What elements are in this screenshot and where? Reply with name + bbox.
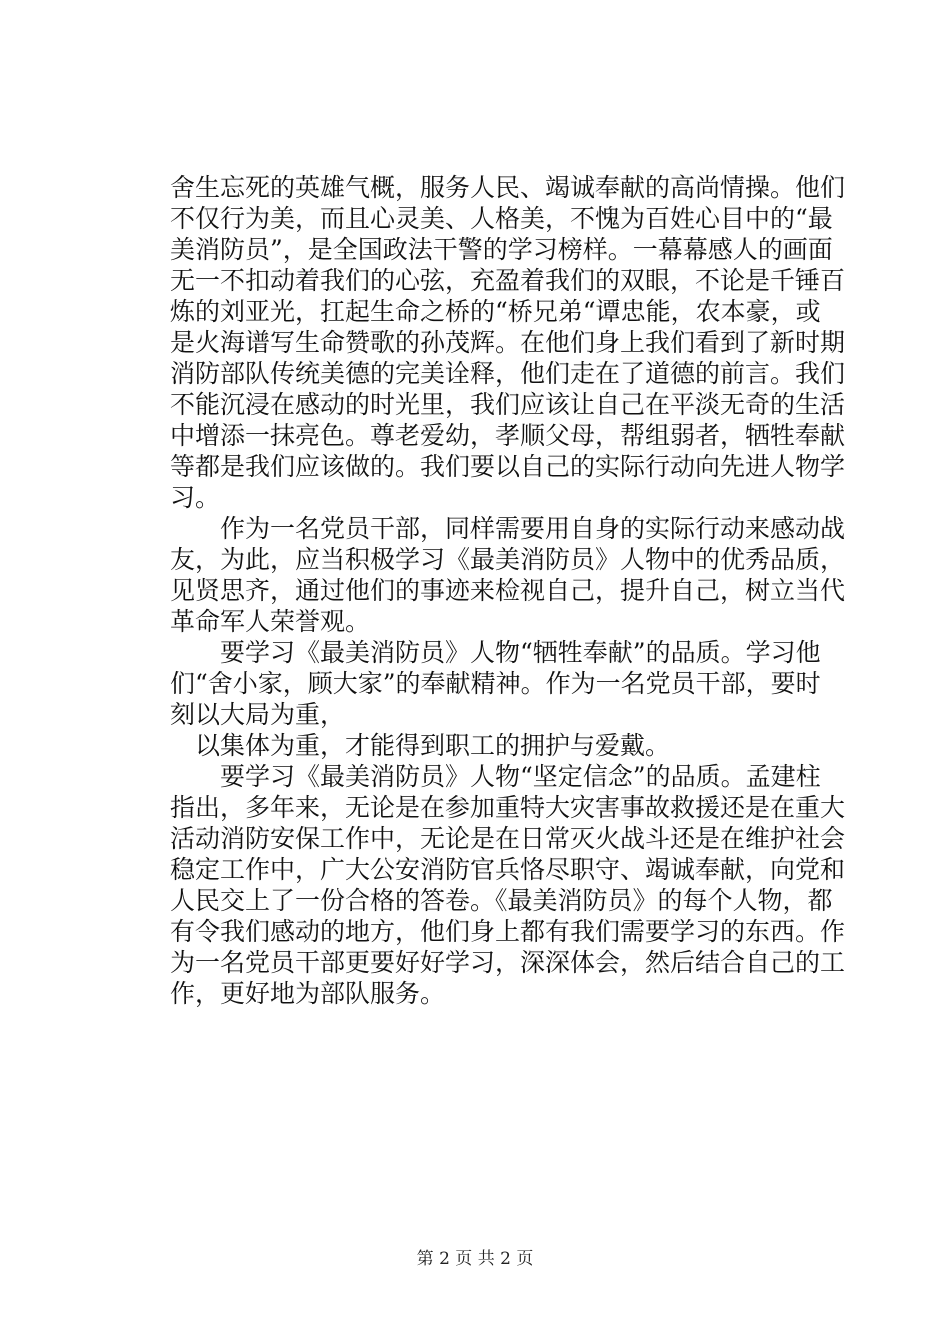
text-line: 人民交上了一份合格的答卷。《最美消防员》的每个人物，都 (170, 886, 833, 915)
text-line: 以集体为重，才能得到职工的拥护与爱戴。 (170, 731, 671, 760)
text-line: 炼的刘亚光，扛起生命之桥的“桥兄弟“谭忠能，农本豪，或 (170, 297, 821, 326)
text-line: 革命军人荣誉观。 (170, 607, 371, 636)
text-line: 作为一名党员干部，同样需要用自身的实际行动来感动战 (170, 514, 846, 543)
text-line: 是火海谱写生命赞歌的孙茂辉。在他们身上我们看到了新时期 (170, 328, 846, 357)
text-line: 等都是我们应该做的。我们要以自己的实际行动向先进人物学 (170, 452, 846, 481)
text-line: 舍生忘死的英雄气概，服务人民、竭诚奉献的高尚情操。他们 (170, 173, 846, 202)
document-body (170, 172, 846, 1009)
page-number-footer: 第 2 页 共 2 页 (416, 1249, 534, 1269)
text-line: 有令我们感动的地方，他们身上都有我们需要学习的东西。作 (170, 917, 846, 946)
text-line: 指出，多年来，无论是在参加重特大灾害事故救援还是在重大 (170, 793, 846, 822)
text-line: 刻以大局为重， (170, 700, 346, 729)
text-line: 活动消防安保工作中，无论是在日常灭火战斗还是在维护社会 (170, 824, 846, 853)
text-line: 无一不扣动着我们的心弦，充盈着我们的双眼，不论是千锤百 (170, 266, 846, 295)
text-line: 见贤思齐，通过他们的事迹来检视自己，提升自己，树立当代 (170, 576, 846, 605)
text-line: 不能沉浸在感动的时光里，我们应该让自己在平淡无奇的生活 (170, 390, 846, 419)
text-line: 友，为此，应当积极学习《最美消防员》人物中的优秀品质， (170, 545, 846, 574)
text-line: 要学习《最美消防员》人物“牺牲奉献”的品质。学习他 (170, 638, 821, 667)
text-line: 习。 (170, 483, 221, 512)
text-line: 们“舍小家，顾大家”的奉献精神。作为一名党员干部，要时 (170, 669, 821, 698)
text-line: 要学习《最美消防员》人物“坚定信念”的品质。孟建柱 (170, 762, 821, 791)
text-line: 美消防员”，是全国政法干警的学习榜样。一幕幕感人的画面 (170, 235, 833, 264)
text-line: 消防部队传统美德的完美诠释，他们走在了道德的前言。我们 (170, 359, 846, 388)
text-line: 作，更好地为部队服务。 (170, 979, 446, 1008)
text-line: 中增添一抹亮色。尊老爱幼，孝顺父母，帮组弱者，牺牲奉献 (170, 421, 846, 450)
text-line: 为一名党员干部更要好好学习，深深体会，然后结合自己的工 (170, 948, 846, 977)
text-line: 不仅行为美，而且心灵美、人格美，不愧为百姓心目中的“最 (170, 204, 833, 233)
text-line: 稳定工作中，广大公安消防官兵恪尽职守、竭诚奉献，向党和 (170, 855, 846, 884)
